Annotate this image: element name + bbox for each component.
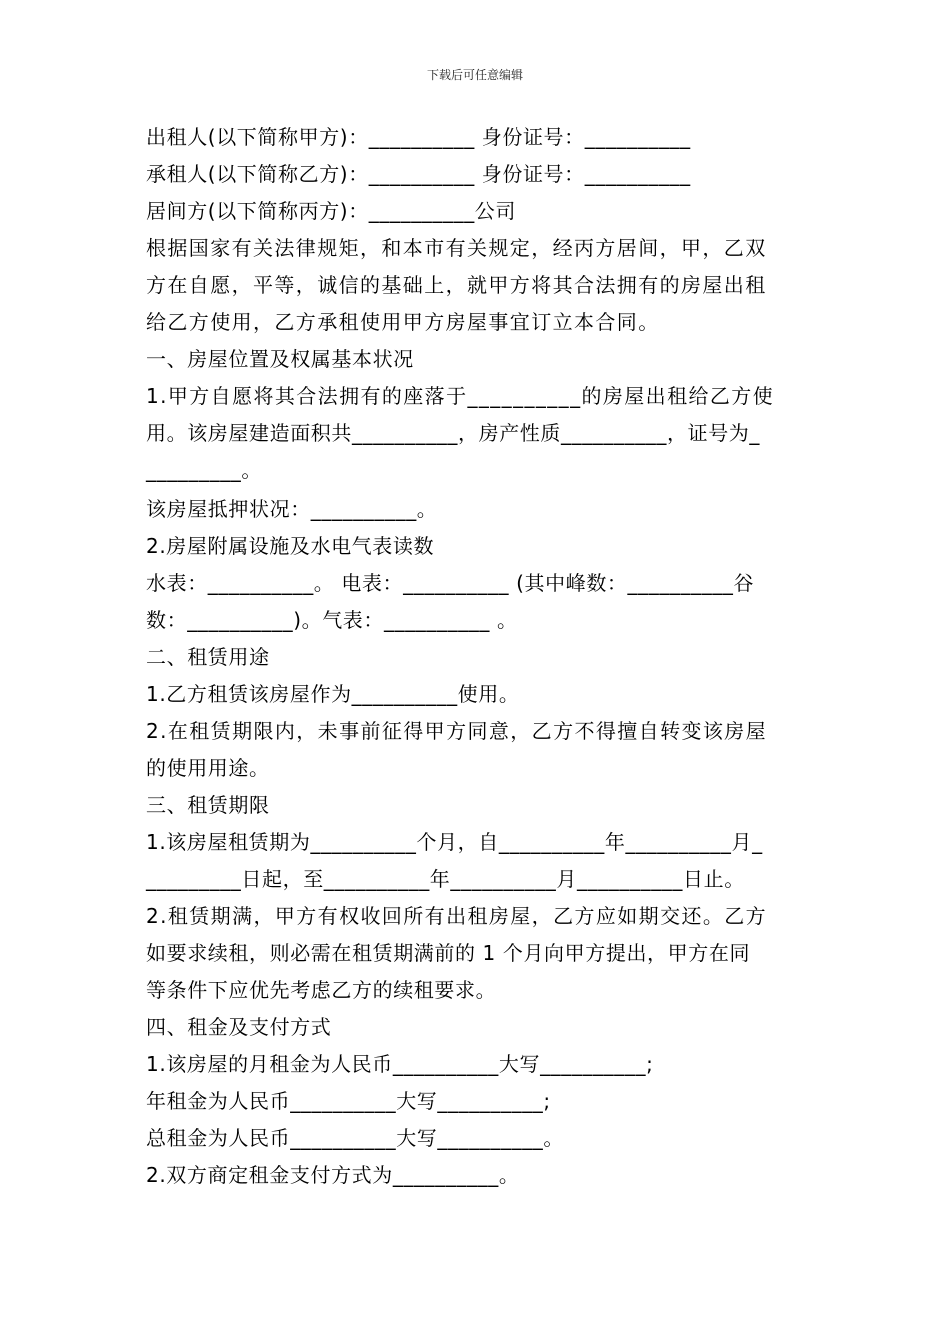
page-header: 下载后可任意编辑 — [426, 68, 523, 82]
intermediary-line: 居间方(以下简称丙方)：__________公司 — [146, 199, 517, 223]
clause-3-2-line-2: 如要求续租，则必需在租赁期满前的 1 个月向甲方提出，甲方在同 — [146, 941, 751, 965]
mortgage-status-line: 该房屋抵押状况：__________。 — [146, 497, 438, 521]
clause-3-1-line-2: _________日起，至__________年__________月__________日止。 — [146, 867, 745, 891]
meter-readings-line-1: 水表：__________。 电表：__________ (其中峰数：__________谷 — [146, 571, 755, 595]
section-heading-2: 二、租赁用途 — [146, 645, 270, 669]
clause-1-1-line-1: 1.甲方自愿将其合法拥有的座落于__________的房屋出租给乙方使 — [146, 384, 775, 408]
preamble-line-2: 方在自愿，平等，诚信的基础上，就甲方将其合法拥有的房屋出租 — [146, 273, 767, 297]
annual-rent-line: 年租金为人民币__________大写__________; — [146, 1089, 551, 1113]
total-rent-line: 总租金为人民币__________大写__________。 — [146, 1126, 564, 1150]
clause-2-1: 1.乙方租赁该房屋作为__________使用。 — [146, 682, 520, 706]
lessee-line: 承租人(以下简称乙方)：__________ 身份证号：__________ — [146, 162, 691, 186]
clause-3-2-line-3: 等条件下应优先考虑乙方的续租要求。 — [146, 978, 497, 1002]
contract-body — [146, 119, 810, 1194]
clause-2-2-line-1: 2.在租赁期限内，未事前征得甲方同意，乙方不得擅自转变该房屋 — [146, 719, 768, 743]
meter-readings-line-2: 数：__________)。气表：__________ 。 — [146, 608, 518, 632]
payment-method-line: 2.双方商定租金支付方式为__________。 — [146, 1163, 520, 1187]
lessor-line: 出租人(以下简称甲方)：__________ 身份证号：__________ — [146, 125, 691, 149]
preamble-line-1: 根据国家有关法律规矩，和本市有关规定，经丙方居间，甲，乙双 — [146, 236, 767, 260]
clause-3-1-line-1: 1.该房屋租赁期为__________个月，自__________年__________月_ — [146, 830, 763, 854]
clause-1-2-heading: 2.房屋附属设施及水电气表读数 — [146, 534, 435, 558]
section-heading-3: 三、租赁期限 — [146, 793, 270, 817]
section-heading-1: 一、房屋位置及权属基本状况 — [146, 347, 414, 371]
monthly-rent-line: 1.该房屋的月租金为人民币__________大写__________; — [146, 1052, 654, 1076]
clause-2-2-line-2: 的使用用途。 — [146, 756, 270, 780]
section-heading-4: 四、租金及支付方式 — [146, 1015, 332, 1039]
clause-1-1-line-3: _________。 — [146, 458, 262, 482]
clause-1-1-line-2: 用。该房屋建造面积共__________，房产性质__________，证号为_ — [146, 421, 760, 445]
preamble-line-3: 给乙方使用，乙方承租使用甲方房屋事宜订立本合同。 — [146, 310, 660, 334]
clause-3-2-line-1: 2.租赁期满，甲方有权收回所有出租房屋，乙方应如期交还。乙方 — [146, 904, 768, 928]
